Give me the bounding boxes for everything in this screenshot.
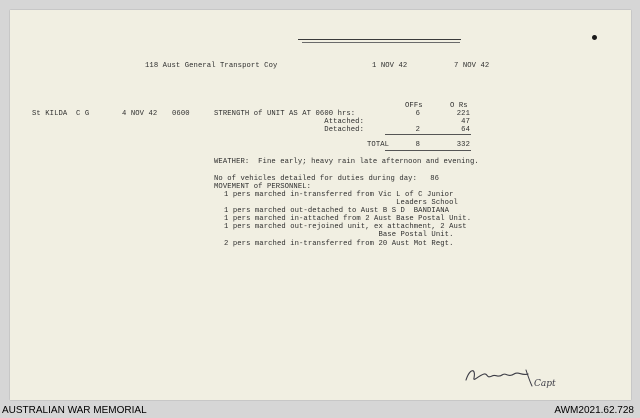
strength-title: STRENGTH of UNIT AS AT 0600 hrs:	[214, 110, 356, 118]
strength-row-ors: 64	[461, 126, 470, 134]
movement-line: 1 pers marched in-transferred from Vic L of C Junior	[224, 191, 454, 199]
total-ors: 332	[456, 141, 470, 149]
movement-line: 1 pers marched out-detached to Aust B S D BANDIANA	[224, 207, 450, 215]
strength-row-offrs: 6	[415, 110, 420, 118]
total-rule	[385, 134, 471, 135]
ink-dot	[592, 35, 597, 40]
top-rule	[298, 39, 461, 40]
total-offrs: 8	[415, 141, 420, 149]
strength-row-ors: 221	[456, 110, 470, 118]
movement-line: Leaders School	[224, 199, 458, 207]
movement-line: Base Postal Unit.	[224, 231, 454, 239]
entry-time: 0600	[172, 110, 190, 118]
strength-row-label: Attached:	[324, 118, 364, 126]
entry-date: 4 NOV 42	[122, 110, 158, 118]
entry-hq: C G	[76, 110, 90, 118]
total-label: TOTAL	[367, 141, 390, 149]
entry-place: St KILDA	[32, 110, 68, 118]
unit-name: 118 Aust General Transport Coy	[145, 62, 278, 70]
movement-line: 1 pers marched in-attached from 2 Aust Base Postal Unit.	[224, 215, 472, 223]
document-page	[10, 10, 631, 400]
movement-title: MOVEMENT of PERSONNEL:	[214, 183, 312, 191]
weather-line: WEATHER: Fine early; heavy rain late afternoon and evening.	[214, 158, 479, 166]
col-header-offrs: OFFs	[405, 102, 423, 110]
strength-row-ors: 47	[461, 118, 470, 126]
vehicles-line: No of vehicles detailed for duties during day: 86	[214, 175, 440, 183]
strength-row-offrs: 2	[415, 126, 420, 134]
total-underline	[385, 150, 471, 151]
footer-right: AWM2021.62.728	[554, 405, 634, 416]
footer-left: AUSTRALIAN WAR MEMORIAL	[2, 405, 147, 416]
movement-line: 2 pers marched in-transferred from 20 Aust Mot Regt.	[224, 240, 454, 248]
date-to: 7 NOV 42	[454, 62, 490, 70]
strength-row-label: Detached:	[324, 126, 364, 134]
top-rule-2	[302, 42, 460, 43]
signature	[462, 362, 572, 392]
signature-rank: Capt	[534, 379, 556, 389]
col-header-ors: O Rs	[450, 102, 468, 110]
movement-line: 1 pers marched out-rejoined unit, ex attachment, 2 Aust	[224, 223, 467, 231]
date-from: 1 NOV 42	[372, 62, 408, 70]
